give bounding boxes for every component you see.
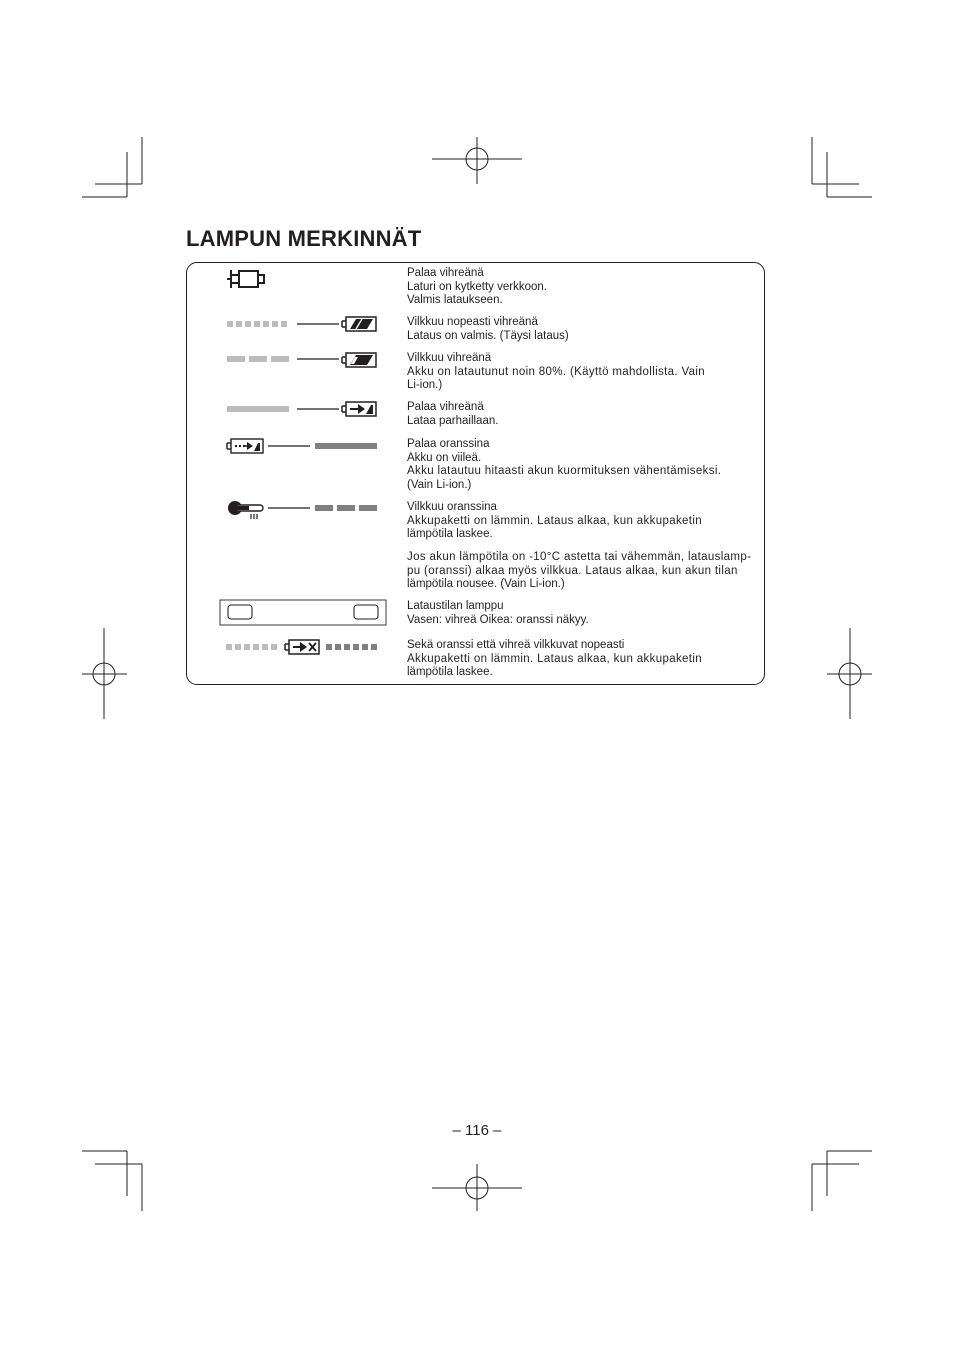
charge-status-lamps (219, 599, 387, 627)
page-title: LAMPUN MERKINNÄT (186, 226, 422, 251)
row-5-text: Palaa oranssina Akku on viileä. Akku latautuu hitaasti akun kuormituksen vähentämiseksi. (Vain Li-ion.) (407, 438, 722, 491)
plug-icon (226, 266, 268, 292)
lamp-fast-flash-green (227, 320, 291, 328)
row-2-text: Vilkkuu nopeasti vihreänä Lataus on valmis. (Täysi lataus) (407, 316, 569, 342)
row-8-text: Lataustilan lamppu Vasen: vihreä Oikea: oranssi näkyy. (407, 600, 589, 626)
lamp-flash-orange (315, 504, 379, 512)
battery-cold-icon (226, 437, 266, 455)
connector-line (268, 445, 310, 447)
row-6-text: Vilkkuu oranssina Akkupaketti on lämmin. Lataus alkaa, kun akkupaketin lämpötila laskee. (407, 501, 702, 541)
row-3-text: Vilkkuu vihreänä Akku on latautunut noin 80%. (Käyttö mahdollista. Vain Li-ion.) (407, 352, 706, 392)
battery-charging-icon (341, 400, 379, 418)
row-9-text: Sekä oranssi että vihreä vilkkuvat nopeasti Akkupaketti on lämmin. Lataus alkaa, kun akkupaketin lämpötila laskee. (407, 639, 702, 679)
page-number: – 116 – (452, 1122, 502, 1139)
connector-line (297, 408, 339, 410)
lamp-steady-green (227, 405, 291, 413)
connector-line (297, 358, 339, 360)
row-7-text: Jos akun lämpötila on -10°C astetta tai vähemmän, latauslamp- pu (oranssi) alkaa myös vilkkua. Lataus alkaa, kun akun tilan lämpötila nousee. (Vain Li-ion.) (407, 551, 752, 591)
connector-line (268, 507, 310, 509)
battery-error-icon (284, 638, 322, 656)
battery-80-icon (341, 351, 379, 369)
row-1-text: Palaa vihreänä Laturi on kytketty verkkoon. Valmis lataukseen. (407, 267, 547, 307)
connector-line (297, 323, 339, 325)
lamp-flash-green (227, 355, 291, 363)
lamp-fast-flash-orange-right (326, 643, 382, 651)
lamp-steady-orange (315, 442, 379, 450)
battery-full-icon (341, 315, 379, 333)
lamp-fast-flash-green-left (226, 643, 286, 651)
thermometer-icon (226, 498, 268, 522)
row-4-text: Palaa vihreänä Lataa parhaillaan. (407, 401, 499, 427)
